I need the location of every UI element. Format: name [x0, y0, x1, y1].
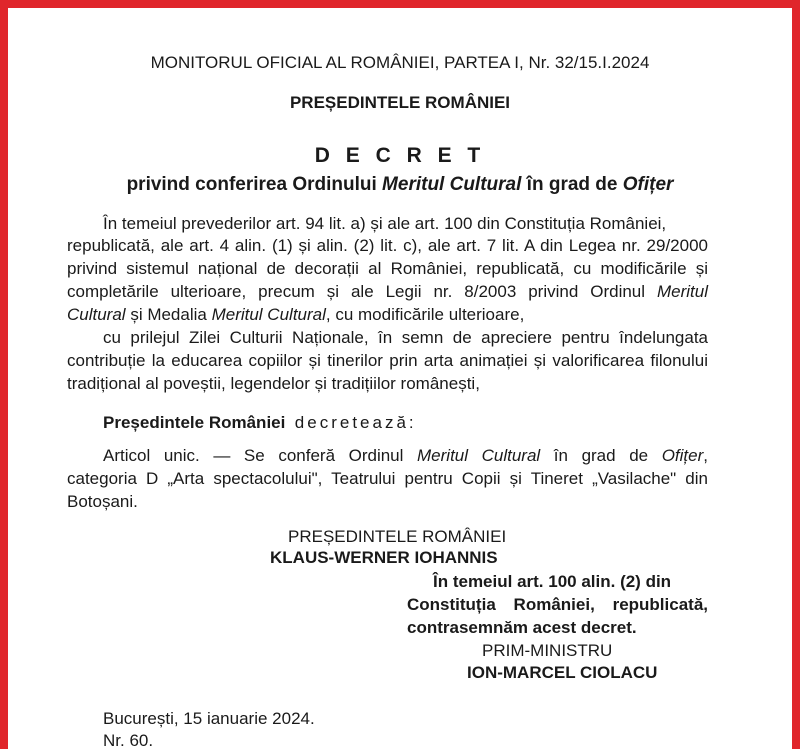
countersign-line-1: În temeiul art. 100 alin. (2) din — [433, 572, 672, 591]
document-subtitle: privind conferirea Ordinului Meritul Cultural în grad de Ofițer — [126, 174, 674, 195]
issuing-institution: PREȘEDINTELE ROMÂNIEI — [289, 93, 511, 112]
preamble-line-5: Cultural și Medalia Meritul Cultural, cu modificările ulterioare, — [67, 305, 525, 324]
preamble-line-4: completările ulterioare, precum și ale Legii nr. 8/2003 privind Ordinul Meritul — [67, 282, 708, 301]
article-line-2: categoria D „Arta spectacolului", Teatrului pentru Copii și Tineret „Vasilache" din — [67, 469, 708, 488]
pm-name: ION-MARCEL CIOLACU — [467, 663, 658, 682]
president-name: KLAUS-WERNER IOHANNIS — [270, 548, 498, 567]
preamble-line-8: tradițional al poveștii, legendelor și tradițiilor românești, — [67, 374, 480, 393]
decree-formula: Președintele României decretează: — [103, 413, 417, 432]
decree-number: Nr. 60. — [103, 731, 154, 750]
article-line-1: Articol unic. — Se conferă Ordinul Meritul Cultural în grad de Ofițer, — [103, 446, 708, 465]
preamble-line-7: contribuție la educarea copiilor și tinerilor prin arta animației și valorificarea filonului — [67, 351, 708, 370]
document-title: D E C R E T — [314, 144, 486, 167]
countersign-line-2: Constituția României, republicată, — [407, 595, 708, 614]
president-title: PREȘEDINTELE ROMÂNIEI — [288, 527, 507, 546]
gazette-header: MONITORUL OFICIAL AL ROMÂNIEI, PARTEA I, Nr. 32/15.I.2024 — [150, 53, 650, 72]
pm-title: PRIM-MINISTRU — [482, 641, 613, 660]
place-date: București, 15 ianuarie 2024. — [103, 709, 315, 728]
article-line-3: Botoșani. — [67, 492, 138, 511]
preamble-line-1: În temeiul prevederilor art. 94 lit. a) și ale art. 100 din Constituția României, — [103, 214, 667, 233]
preamble-line-2: republicată, ale art. 4 alin. (1) și alin. (2) lit. c), ale art. 7 lit. A din Legea nr. 29/2000 — [67, 236, 708, 255]
preamble-line-6: cu prilejul Zilei Culturii Naționale, în semn de apreciere pentru îndelungata — [103, 328, 708, 347]
countersign-line-3: contrasemnăm acest decret. — [407, 618, 637, 637]
preamble-line-3: privind sistemul național de decorații al României, republicată, cu modificările și — [67, 259, 708, 278]
